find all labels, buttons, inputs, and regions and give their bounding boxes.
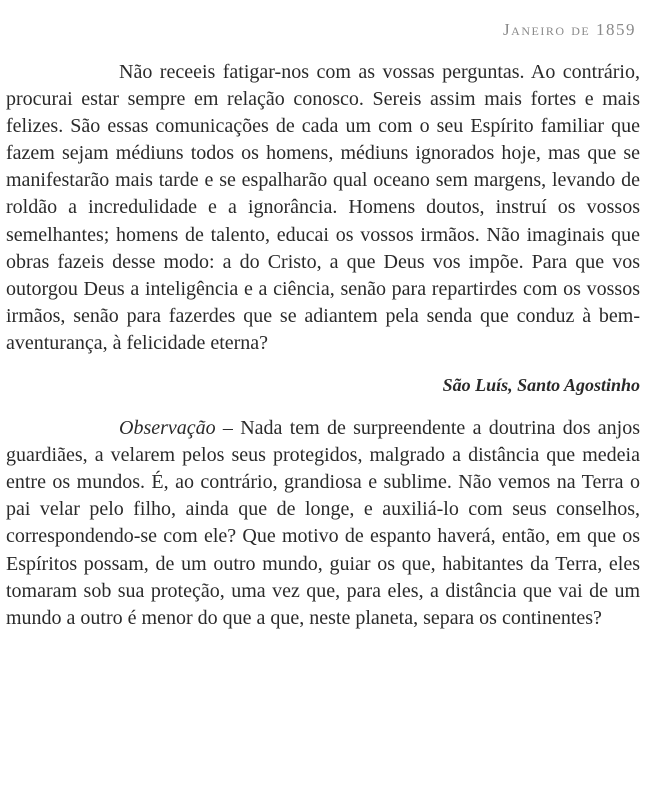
message-paragraph — [6, 59, 640, 357]
running-header: Janeiro de 1859 — [503, 20, 636, 39]
observation-text: – Nada tem de surpreendente a doutrina dos anjos guardiães, a velarem pelos seus protegidos, malgrado a distância que medeia entre os mundos. É, ao contrário, grandiosa e sublime. Não vemos na Terra o pai velar pelo filho, ainda que de longe, e auxiliá-lo com seus conselhos, correspondendo-se com ele? Que motivo de espanto haverá, então, em que os Espíritos possam, de um outro mundo, guiar os que, habitantes da Terra, eles tomaram sob sua proteção, uma vez que, para eles, a distância que vai de um mundo a outro é menor do que a que, neste planeta, separa os continentes? — [6, 417, 640, 629]
message-text: Não receeis fatigar-nos com as vossas perguntas. Ao contrário, procurai estar sempre em relação conosco. Sereis assim mais fortes e mais felizes. São essas comunicações de cada um com o seu Espírito familiar que fazem sejam médiuns todos os homens, médiuns ignorados hoje, mas que se manifestarão mais tarde e se espalharão qual oceano sem margens, levando de roldão a incredulidade e a ignorância. Homens doutos, instruí os vossos semelhantes; homens de talento, educai os vossos irmãos. Não imaginais que obras fazeis desse modo: a do Cristo, a que Deus vos impõe. Para que vos outorgou Deus a inteligência e a ciência, senão para repartirdes com os vossos irmãos, senão para fazerdes que se adiantem pela senda que conduz à bem-aventurança, à felicidade eterna? — [6, 61, 640, 354]
signature: São Luís, Santo Agostinho — [442, 375, 640, 396]
page-body — [6, 59, 640, 632]
observation-paragraph — [6, 415, 640, 632]
observation-label: Observação — [119, 417, 216, 440]
